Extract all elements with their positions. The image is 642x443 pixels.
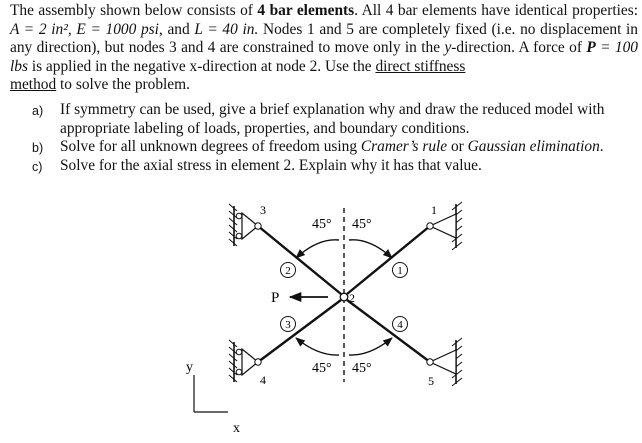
- node-label-4: 4: [260, 373, 266, 387]
- bar-element-2: [258, 226, 341, 294]
- bar-element-4: [347, 300, 430, 362]
- area-modulus-eq: A = 2 in², E = 1000 psi,: [10, 20, 163, 38]
- node-3-support: [229, 204, 261, 246]
- node-2-pin: [340, 293, 348, 301]
- svg-text:4: 4: [397, 319, 403, 331]
- bar-elements-bold: 4 bar elements: [257, 2, 355, 19]
- element-label-4: [393, 317, 408, 332]
- force-symbol: P: [586, 39, 596, 57]
- angle-label-bottom-right: 45°: [352, 361, 372, 376]
- angle-label-bottom-left: 45°: [312, 361, 332, 376]
- question-a: a) If symmetry can be used, give a brief explanation why and draw the reduced model with appropriate labeling of loads, properties, and boundary conditions.: [32, 100, 605, 137]
- bar-element-1: [347, 226, 430, 294]
- method-text: method: [10, 76, 57, 94]
- element-label-3: [281, 317, 296, 332]
- svg-text:2: 2: [285, 265, 291, 277]
- angle-arc-bottom-right: [349, 338, 392, 355]
- node-label-2: 2: [349, 291, 355, 305]
- question-c: c) Solve for the axial stress in element 2. Explain why it has that value.: [32, 156, 482, 174]
- force-label: P: [271, 290, 280, 306]
- force-eq: = 100 lbs: [10, 39, 638, 75]
- element-label-1: [393, 263, 408, 278]
- bar-element-3: [258, 300, 341, 362]
- svg-text:3: 3: [285, 319, 291, 331]
- angle-arc-top-left: [296, 240, 339, 258]
- node-4-support: [229, 340, 261, 382]
- angle-label-top-right: 45°: [352, 217, 372, 232]
- node-label-1: 1: [431, 203, 437, 217]
- angle-arc-bottom-left: [296, 338, 339, 355]
- angle-arc-top-right: [349, 240, 392, 258]
- y-axis-label: y: [186, 360, 193, 375]
- question-b: b) Solve for all unknown degrees of freedom using Cramer’s rule or Gaussian elimination.: [32, 138, 604, 156]
- node-label-5: 5: [428, 374, 434, 388]
- node-label-3: 3: [260, 203, 266, 217]
- length-eq: L = 40 in.: [194, 20, 259, 38]
- element-label-2: [281, 263, 296, 278]
- x-axis-label: x: [233, 421, 240, 436]
- direct-stiffness-text: direct stiffness: [375, 57, 466, 75]
- problem-intro: The assembly shown below consists of 4 bar elements. All 4 bar elements have identical properties: A = 2 in², E = 1000 psi, and L = 40 in. Nodes 1 and 5 are completely fixed (i.e. no displacement in any direction), but nodes 3 and 4 are constrained to move only in the y-direction. A force of P = 100 lbs is applied in the negative x-direction at node 2. Use the direct stiffness method to solve the problem.: [10, 2, 638, 94]
- angle-label-top-left: 45°: [312, 217, 332, 232]
- svg-text:1: 1: [397, 265, 403, 277]
